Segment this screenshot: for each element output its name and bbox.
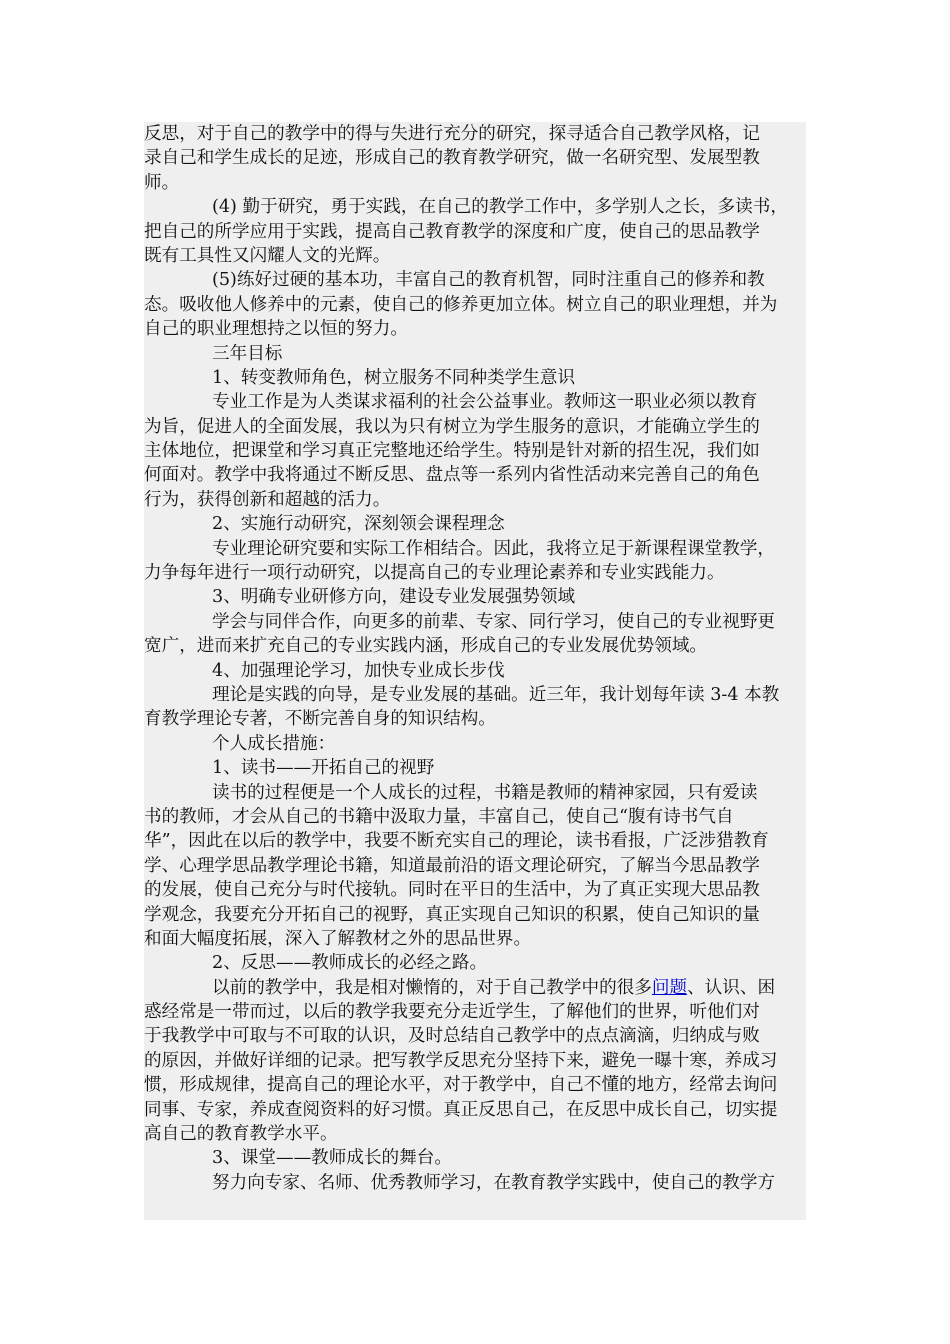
text-line xyxy=(144,1073,806,1097)
text-line xyxy=(144,366,806,390)
line-text: 反思，对于自己的教学中的得与失进行充分的研究，探寻适合自己教学风格，记 xyxy=(144,124,760,144)
text-line xyxy=(144,1098,806,1122)
line-text: 态。吸收他人修养中的元素，使自己的修养更加立体。树立自己的职业理想，并为 xyxy=(144,294,778,315)
line-text: 个人成长措施： xyxy=(212,733,336,754)
text-line xyxy=(144,878,806,902)
text-line xyxy=(144,610,806,634)
line-text: 2、反思——教师成长的必经之路。 xyxy=(212,953,488,974)
line-text: 为旨，促进人的全面发展，我以为只有树立为学生服务的意识，才能确立学生的 xyxy=(144,416,760,437)
text-line xyxy=(144,463,806,487)
text-line xyxy=(144,1146,806,1170)
text-line xyxy=(144,537,806,561)
document-text-block xyxy=(144,122,806,1220)
line-text: 1、转变教师角色，树立服务不同种类学生意识 xyxy=(212,367,576,388)
line-text-after-link: 、认识、困 xyxy=(687,977,776,998)
text-line xyxy=(144,415,806,439)
text-line xyxy=(144,756,806,780)
text-line xyxy=(144,439,806,463)
text-line xyxy=(144,634,806,658)
line-text: 华”，因此在以后的教学中，我要不断充实自己的理论，读书看报，广泛涉猎教育 xyxy=(144,831,769,852)
line-text: (5)练好过硬的基本功，丰富自己的教育机智，同时注重自己的修养和教 xyxy=(212,270,765,291)
text-line xyxy=(144,951,806,975)
text-line xyxy=(144,707,806,731)
line-text: 3、明确专业研修方向，建设专业发展强势领域 xyxy=(212,587,576,608)
line-text: 惯，形成规律，提高自己的理论水平，对于教学中，自己不懂的地方，经常去询问 xyxy=(144,1075,778,1096)
text-line xyxy=(144,1049,806,1073)
text-line xyxy=(144,1000,806,1024)
line-text: 书的教师，才会从自己的书籍中汲取力量，丰富自己，使自己“腹有诗书气自 xyxy=(144,806,734,827)
line-text: 宽广，进而来扩充自己的专业实践内涵，形成自己的专业发展优势领域。 xyxy=(144,636,708,657)
text-line xyxy=(144,854,806,878)
line-text: 三年目标 xyxy=(212,343,283,364)
line-text: 何面对。教学中我将通过不断反思、盘点等一系列内省性活动来完善自己的角色 xyxy=(144,465,760,486)
line-text: 把自己的所学应用于实践，提高自己教育教学的深度和广度，使自己的思品教学 xyxy=(144,221,760,242)
line-text: 努力向专家、名师、优秀教师学习，在教育教学实践中，使自己的教学方 xyxy=(212,1172,776,1193)
text-line xyxy=(144,927,806,951)
text-line xyxy=(144,317,806,341)
text-line xyxy=(144,1122,806,1146)
line-text: 育教学理论专著，不断完善自身的知识结构。 xyxy=(144,709,496,730)
text-line xyxy=(144,268,806,292)
text-line xyxy=(144,903,806,927)
line-text: 专业理论研究要和实际工作相结合。因此，我将立足于新课程课堂教学， xyxy=(212,538,776,559)
line-text: 读书的过程便是一个人成长的过程，书籍是教师的精神家园，只有爱读 xyxy=(212,782,758,803)
text-line xyxy=(144,683,806,707)
line-text: 行为，获得创新和超越的活力。 xyxy=(144,489,391,510)
line-text: 惑经常是一带而过，以后的教学我要充分走近学生，了解他们的世界，听他们对 xyxy=(144,1002,760,1023)
text-line xyxy=(144,171,806,195)
line-text: 于我教学中可取与不可取的认识，及时总结自己教学中的点点滴滴，归纳成与败 xyxy=(144,1026,760,1047)
line-text: 的原因，并做好详细的记录。把写教学反思充分坚持下来，避免一曝十寒，养成习 xyxy=(144,1050,778,1071)
line-text: 高自己的教育教学水平。 xyxy=(144,1124,338,1145)
line-text: 录自己和学生成长的足迹，形成自己的教育教学研究，做一名研究型、发展型教 xyxy=(144,148,760,169)
line-text: 力争每年进行一项行动研究，以提高自己的专业理论素养和专业实践能力。 xyxy=(144,563,725,584)
hyperlink-wenti[interactable]: 问题 xyxy=(651,977,688,998)
text-line xyxy=(144,659,806,683)
line-text: 和面大幅度拓展，深入了解教材之外的思品世界。 xyxy=(144,928,532,949)
line-text: 学、心理学思品教学理论书籍，知道最前沿的语文理论研究，了解当今思品教学 xyxy=(144,855,760,876)
text-line xyxy=(144,342,806,366)
line-text: 师。 xyxy=(144,172,180,193)
line-text: 以前的教学中，我是相对懒惰的，对于自己教学中的很多 xyxy=(212,977,652,998)
text-line xyxy=(144,732,806,756)
line-text: 既有工具性又闪耀人文的光辉。 xyxy=(144,245,391,266)
text-line xyxy=(144,488,806,512)
text-line xyxy=(144,512,806,536)
line-text: 4、加强理论学习，加快专业成长步伐 xyxy=(212,660,505,681)
line-text: (4) 勤于研究，勇于实践，在自己的教学工作中，多学别人之长，多读书， xyxy=(212,197,788,218)
text-line xyxy=(144,195,806,219)
line-text: 1、读书——开拓自己的视野 xyxy=(212,758,435,779)
text-line xyxy=(144,561,806,585)
line-text: 专业工作是为人类谋求福利的社会公益事业。教师这一职业必须以教育 xyxy=(212,392,758,413)
text-line xyxy=(144,585,806,609)
line-text: 主体地位，把课堂和学习真正完整地还给学生。特别是针对新的招生况，我们如 xyxy=(144,441,760,462)
text-line xyxy=(144,220,806,244)
text-line xyxy=(144,390,806,414)
text-line xyxy=(144,781,806,805)
text-line xyxy=(144,146,806,170)
text-line xyxy=(144,1024,806,1048)
line-text: 学会与同伴合作，向更多的前辈、专家、同行学习，使自己的专业视野更 xyxy=(212,611,776,632)
text-line xyxy=(144,805,806,829)
text-line xyxy=(144,244,806,268)
text-line xyxy=(144,1171,806,1195)
line-text: 的发展，使自己充分与时代接轨。同时在平日的生活中，为了真正实现大思品教 xyxy=(144,880,760,901)
text-line xyxy=(144,829,806,853)
line-text: 3、课堂——教师成长的舞台。 xyxy=(212,1148,452,1169)
line-text: 2、实施行动研究，深刻领会课程理念 xyxy=(212,514,505,535)
line-text: 理论是实践的向导，是专业发展的基础。近三年，我计划每年读 3-4 本教 xyxy=(212,684,780,705)
text-line xyxy=(144,122,806,146)
text-line xyxy=(144,976,806,1000)
text-line xyxy=(144,293,806,317)
line-text: 自己的职业理想持之以恒的努力。 xyxy=(144,319,408,340)
line-text: 学观念，我要充分开拓自己的视野，真正实现自己知识的积累，使自己知识的量 xyxy=(144,904,760,925)
line-text: 同事、专家，养成查阅资料的好习惯。真正反思自己，在反思中成长自己，切实提 xyxy=(144,1099,778,1120)
